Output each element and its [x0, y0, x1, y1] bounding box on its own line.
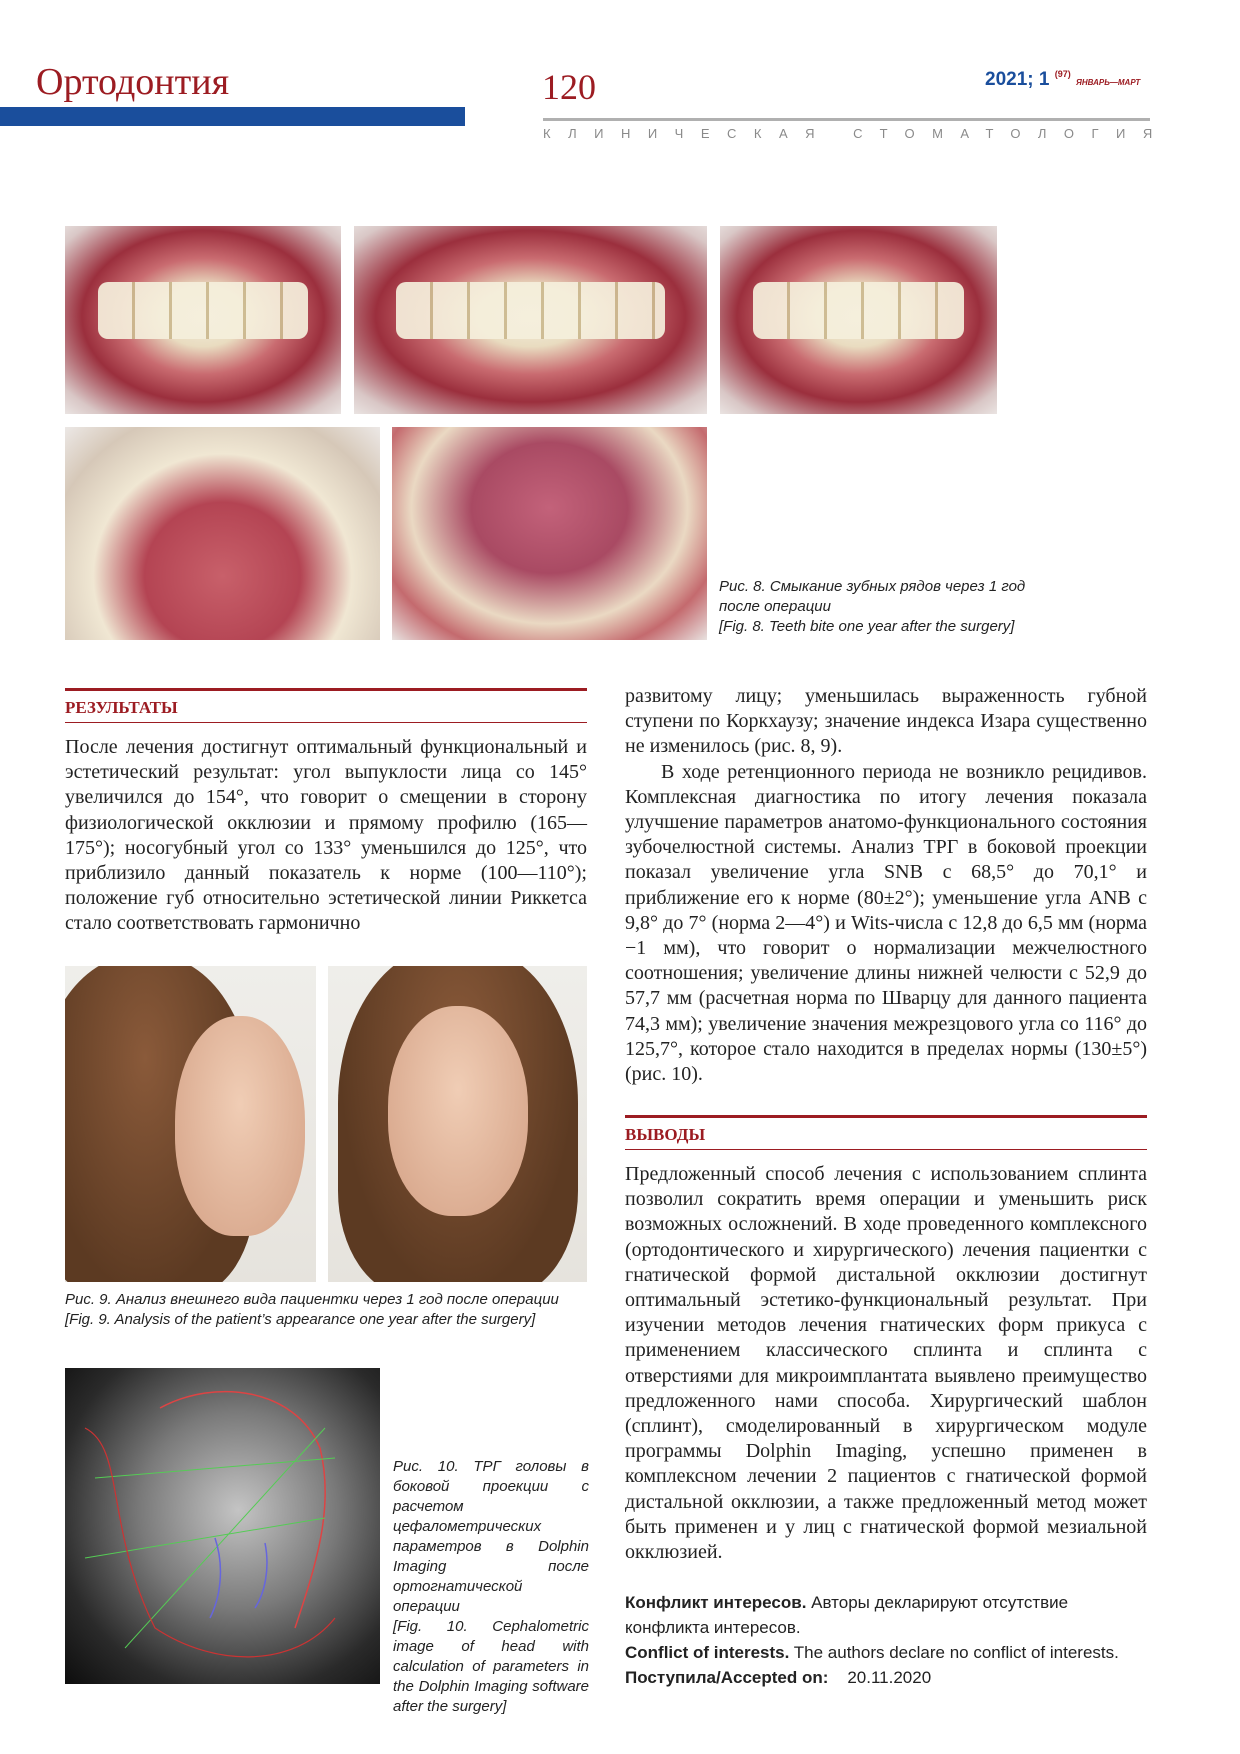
results-paragraph-2: В ходе ретенционного периода не возникло рецидивов. Комплексная диагностика по итогу лечения показала улучшение параметров анатомо-функционального состояния зубочелюстной системы. Анализ ТРГ в боковой проекции показал увеличение угла SNB с 68,5° до 70,1° и приближение его к норме (80±2°); уменьшение угла ANB с 9,8° до 7° (норма 2—4°) и Wits-числа с 12,8 до 6,5 мм (норма −1 мм), что говорит о нормализации межчелюстного соотношения; увеличение длины нижней челюсти с 52,9 до 57,7 мм (расчетная норма по Шварцу для данного пациента 74,3 мм); увеличение значения межрезцового угла со 116° до 125,7°, которое стало находится в пределах нормы (130±5°) (рис. 10).: [625, 760, 1147, 1086]
fig9-caption: [65, 1290, 605, 1330]
fig8-photo-front-bite: [354, 226, 707, 414]
results-rule-bottom: [65, 722, 587, 723]
conclusions-text: [625, 1162, 1147, 1565]
issue-number: (97): [1054, 69, 1071, 79]
fig9-caption-en: [Fig. 9. Analysis of the patient’s appearance one year after the surgery]: [65, 1311, 536, 1328]
fig8-photo-right-bite: [65, 226, 341, 414]
conflict-en: [625, 1640, 1150, 1665]
conflict-en-label: Conflict of interests.: [625, 1643, 790, 1662]
header-bar: [0, 107, 465, 126]
fig8-caption-ru: Рис. 8. Смыкание зубных рядов через 1 год после операции: [719, 578, 1026, 615]
journal-name: КЛИНИЧЕСКАЯ СТОМАТОЛОГИЯ: [543, 126, 1170, 141]
fig8-photo-upper-arch: [65, 427, 380, 640]
cephalometric-tracing: [65, 1368, 380, 1684]
fig10-cephalogram: [65, 1368, 380, 1684]
accepted-label: Поступила/Accepted on:: [625, 1668, 829, 1687]
results-text-left: [65, 735, 587, 937]
page-number: 120: [542, 67, 596, 107]
conflict-ru-text: Авторы декларируют отсутствие конфликта интересов.: [625, 1593, 1069, 1637]
fig9-caption-ru: Рис. 9. Анализ внешнего вида пациентки через 1 год после операции: [65, 1291, 559, 1308]
fig10-caption-en: [Fig. 10. Cephalometric image of head with calculation of parameters in the Dolphin Imaging software after the surgery]: [393, 1618, 589, 1715]
fig8-caption-en: [Fig. 8. Teeth bite one year after the surgery]: [719, 618, 1015, 635]
issue-main: 2021; 1: [985, 69, 1050, 90]
results-paragraph-1-cont: развитому лицу; уменьшилась выраженность губной ступени по Коркхаузу; значение индекса Изара существенно не изменилось (рис. 8, 9).: [625, 685, 1147, 758]
fig10-caption-ru: Рис. 10. ТРГ головы в боковой проекции с расчетом цефалометрических параметров в Dolphin Imaging после ортогнатической операции: [393, 1458, 589, 1615]
fig10-caption: [393, 1457, 589, 1717]
conflict-ru-label: Конфликт интересов.: [625, 1593, 807, 1612]
issue-info: [985, 69, 1140, 91]
fig8-photo-lower-arch: [392, 427, 707, 640]
accepted-date: 20.11.2020: [847, 1668, 932, 1687]
issue-months: ЯНВАРЬ—МАРТ: [1076, 78, 1141, 87]
conclusions-heading: ВЫВОДЫ: [625, 1125, 706, 1144]
conflict-ru: [625, 1590, 1150, 1640]
results-heading: РЕЗУЛЬТАТЫ: [65, 698, 178, 717]
fig8-photo-left-bite: [720, 226, 997, 414]
results-text-right: [625, 684, 1147, 1087]
article-footer: [625, 1590, 1150, 1690]
conclusions-rule-bottom: [625, 1149, 1147, 1150]
section-title: Ортодонтия: [36, 61, 230, 103]
accepted-line: [625, 1665, 1150, 1690]
fig9-photo-frontal: [328, 966, 587, 1282]
conflict-en-text: The authors declare no conflict of interests.: [793, 1643, 1119, 1662]
conclusions-rule-top: [625, 1115, 1147, 1118]
results-rule-top: [65, 688, 587, 691]
fig9-photo-profile: [65, 966, 316, 1282]
fig8-caption: [719, 577, 1049, 637]
conclusions-paragraph-1: Предложенный способ лечения с использованием сплинта позволил сократить время операции и уменьшить риск возможных осложнений. В ходе проведенного комплексного (ортодонтического и хирургического) лечения пациентки с гнатической формой дистальной окклюзии достигнут оптимальный эстетико-функциональный результат. При изучении методов лечения гнатических форм прикуса с применением классического сплинта и сплинта с отверстиями для микроимплантата выявлено преимущество предложенного нами способа. Хирургический шаблон (сплинт), смоделированный в хирургическом модуле программы Dolphin Imaging, успешно применен в комплексном лечении 2 пациентов с гнатической формой дистальной окклюзии, а также предложенный метод может быть применен и у лиц с гнатической формой мезиальной окклюзией.: [625, 1163, 1147, 1564]
header-divider: [543, 118, 1150, 121]
results-paragraph-1: После лечения достигнут оптимальный функциональный и эстетический результат: угол выпуклости лица со 145° увеличился до 154°, что говорит о смещении в сторону физиологической окклюзии и прямому профилю (165—175°); носогубный угол со 133° уменьшился до 125°, что приблизило данный показатель к норме (100—110°); положение губ относительно эстетической линии Риккетса стало соответствовать гармонично: [65, 736, 587, 935]
